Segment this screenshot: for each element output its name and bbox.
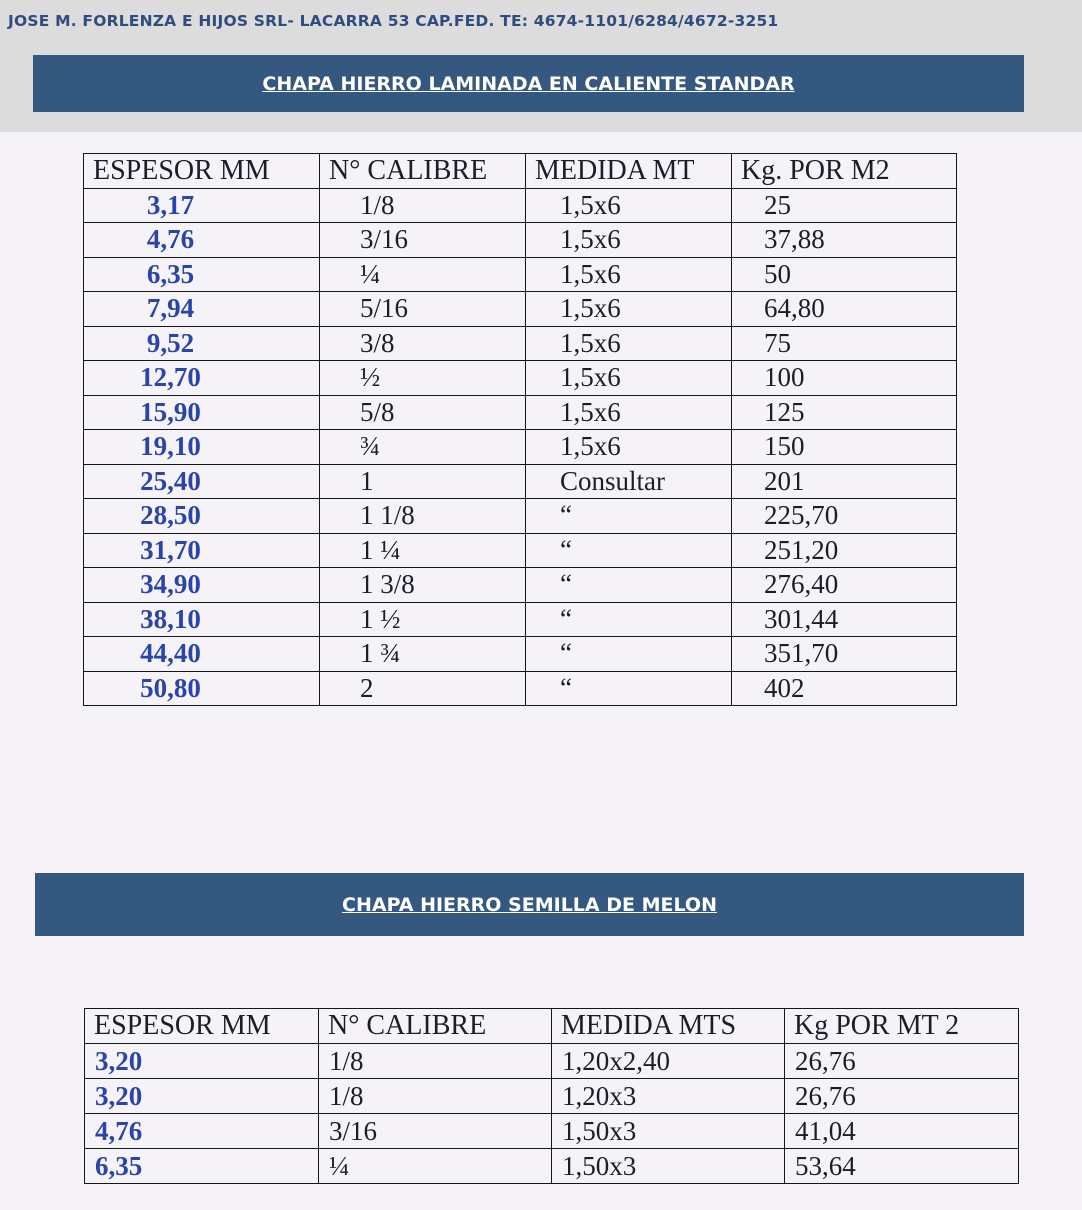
table-cell: 28,50 — [84, 499, 320, 534]
table-cell: 6,35 — [84, 257, 320, 292]
table-cell: 50,80 — [84, 671, 320, 706]
table-cell: 64,80 — [732, 292, 957, 327]
table-cell: 276,40 — [732, 568, 957, 603]
table-cell: 6,35 — [85, 1149, 319, 1184]
table-cell: 12,70 — [84, 361, 320, 396]
column-header: ESPESOR MM — [84, 154, 320, 189]
table-cell: 31,70 — [84, 533, 320, 568]
table-cell: 50 — [732, 257, 957, 292]
table-row — [84, 257, 957, 292]
table-row — [84, 430, 957, 465]
table-cell: 1,5x6 — [526, 430, 732, 465]
section2-title: CHAPA HIERRO SEMILLA DE MELON — [342, 893, 717, 916]
table-cell: 1,5x6 — [526, 326, 732, 361]
table-row — [84, 533, 957, 568]
table-cell: 1 — [320, 464, 526, 499]
table-cell: 351,70 — [732, 637, 957, 672]
table-cell: 2 — [320, 671, 526, 706]
table-cell: 3/8 — [320, 326, 526, 361]
table-cell: “ — [526, 568, 732, 603]
column-header: ESPESOR MM — [85, 1009, 319, 1044]
table-cell: 75 — [732, 326, 957, 361]
table-cell: 41,04 — [785, 1114, 1019, 1149]
table-cell: 301,44 — [732, 602, 957, 637]
table-cell: 5/16 — [320, 292, 526, 327]
column-header: N° CALIBRE — [319, 1009, 552, 1044]
table-cell: 150 — [732, 430, 957, 465]
table-row — [85, 1114, 1019, 1149]
column-header: Kg POR MT 2 — [785, 1009, 1019, 1044]
table-cell: ½ — [320, 361, 526, 396]
table-cell: 7,94 — [84, 292, 320, 327]
column-header: MEDIDA MT — [526, 154, 732, 189]
table-cell: 53,64 — [785, 1149, 1019, 1184]
melon-seed-sheet-table — [84, 1008, 1019, 1184]
table-cell: 251,20 — [732, 533, 957, 568]
table-cell: 38,10 — [84, 602, 320, 637]
table-cell: 4,76 — [85, 1114, 319, 1149]
table-cell: 1,20x3 — [552, 1079, 785, 1114]
table-cell: 125 — [732, 395, 957, 430]
table-cell: “ — [526, 533, 732, 568]
table-cell: 25,40 — [84, 464, 320, 499]
table-cell: 1,5x6 — [526, 395, 732, 430]
table-cell: 3,17 — [84, 188, 320, 223]
table-cell: 1/8 — [319, 1079, 552, 1114]
table-cell: Consultar — [526, 464, 732, 499]
table-cell: 3,20 — [85, 1044, 319, 1079]
table-row — [85, 1149, 1019, 1184]
column-header: Kg. POR M2 — [732, 154, 957, 189]
column-header: N° CALIBRE — [320, 154, 526, 189]
table-row — [84, 361, 957, 396]
header-row — [84, 154, 957, 189]
company-info: JOSE M. FORLENZA E HIJOS SRL- LACARRA 53 CAP.FED. TE: 4674-1101/6284/4672-3251 — [8, 12, 779, 30]
table-cell: “ — [526, 637, 732, 672]
table-row — [84, 568, 957, 603]
table-row — [84, 395, 957, 430]
table-cell: “ — [526, 671, 732, 706]
table-cell: ¼ — [320, 257, 526, 292]
table-row — [84, 326, 957, 361]
column-header: MEDIDA MTS — [552, 1009, 785, 1044]
table-cell: 100 — [732, 361, 957, 396]
table-cell: 1,5x6 — [526, 257, 732, 292]
table-cell: 1,50x3 — [552, 1114, 785, 1149]
table-cell: 402 — [732, 671, 957, 706]
table-cell: 1 1/8 — [320, 499, 526, 534]
table-cell: “ — [526, 602, 732, 637]
table-cell: ¾ — [320, 430, 526, 465]
table-cell: ¼ — [319, 1149, 552, 1184]
table-row — [84, 499, 957, 534]
table-row — [85, 1044, 1019, 1079]
hot-rolled-sheet-table — [83, 153, 957, 706]
table-cell: 1,5x6 — [526, 292, 732, 327]
table-cell: 25 — [732, 188, 957, 223]
section1-banner — [33, 55, 1024, 112]
table-cell: 1,50x3 — [552, 1149, 785, 1184]
table-row — [84, 464, 957, 499]
section1-title: CHAPA HIERRO LAMINADA EN CALIENTE STANDAR — [262, 72, 795, 95]
table-row — [84, 637, 957, 672]
table-cell: 1,5x6 — [526, 361, 732, 396]
table-cell: 225,70 — [732, 499, 957, 534]
table-row — [84, 671, 957, 706]
table-cell: 4,76 — [84, 223, 320, 258]
section2-banner — [35, 873, 1024, 936]
table-row — [85, 1079, 1019, 1114]
table-cell: 1/8 — [320, 188, 526, 223]
table-row — [84, 602, 957, 637]
table-row — [84, 188, 957, 223]
table-cell: 1,20x2,40 — [552, 1044, 785, 1079]
table-cell: 1 ½ — [320, 602, 526, 637]
table-cell: 34,90 — [84, 568, 320, 603]
table-row — [84, 223, 957, 258]
table-cell: 1,5x6 — [526, 223, 732, 258]
table-cell: 19,10 — [84, 430, 320, 465]
table-cell: 3,20 — [85, 1079, 319, 1114]
table-cell: 26,76 — [785, 1044, 1019, 1079]
table-cell: 1 ¼ — [320, 533, 526, 568]
table-cell: 5/8 — [320, 395, 526, 430]
table-cell: 15,90 — [84, 395, 320, 430]
table-cell: “ — [526, 499, 732, 534]
table-cell: 37,88 — [732, 223, 957, 258]
table-cell: 1 ¾ — [320, 637, 526, 672]
table-cell: 44,40 — [84, 637, 320, 672]
table-cell: 3/16 — [320, 223, 526, 258]
table-cell: 201 — [732, 464, 957, 499]
table-cell: 1 3/8 — [320, 568, 526, 603]
table-cell: 9,52 — [84, 326, 320, 361]
table-cell: 1,5x6 — [526, 188, 732, 223]
table-cell: 3/16 — [319, 1114, 552, 1149]
table-cell: 26,76 — [785, 1079, 1019, 1114]
table-row — [84, 292, 957, 327]
table-cell: 1/8 — [319, 1044, 552, 1079]
header-row — [85, 1009, 1019, 1044]
